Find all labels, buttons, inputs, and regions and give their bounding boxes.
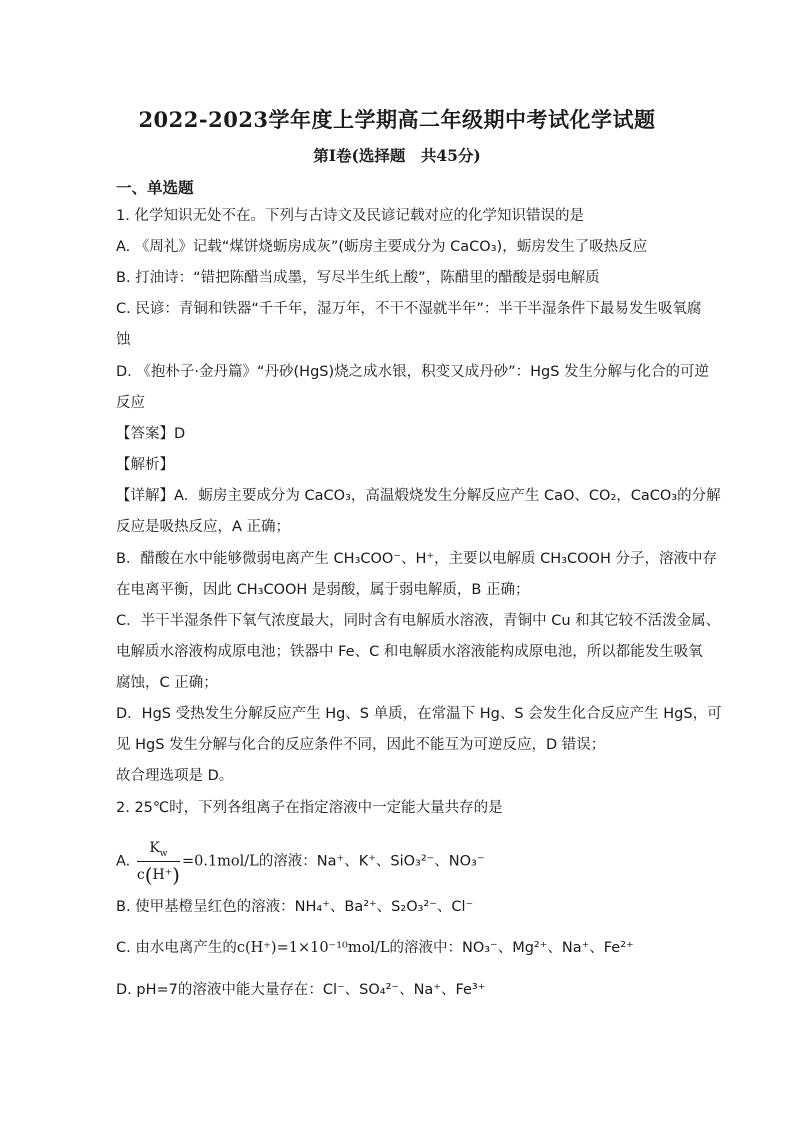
q2-option-c: [116, 938, 634, 958]
q1-detail-line1: 【详解】A．蛎房主要成分为 CaCO₃，高温煅烧发生分解反应产生 CaO、CO₂，CaCO₃的分解: [116, 488, 721, 504]
q1-analysis-label: 【解析】: [116, 457, 174, 473]
q2-option-a-label: A.: [116, 853, 131, 870]
q2-option-c-prefix: C. 由水电离产生的: [116, 940, 237, 956]
q2-stem: 2. 25℃时，下列各组离子在指定溶液中一定能大量共存的是: [116, 800, 503, 816]
q1-option-c-line1: C. 民谚：青铜和铁器“千千年，湿万年，不干不湿就半年”：半干半湿条件下最易发生吸氧腐: [116, 301, 702, 317]
q1-detail-line5: C．半干半湿条件下氧气浓度最大，同时含有电解质水溶液，青铜中 Cu 和其它较不活泼金属、: [116, 613, 721, 629]
q1-option-d-line2: 反应: [116, 395, 145, 411]
q1-detail-line3: B．醋酸在水中能够微弱电离产生 CH₃COO⁻、H⁺，主要以电解质 CH₃COOH 分子，溶液中存: [116, 551, 717, 567]
q2-option-c-formula: c(H⁺)=1×10⁻¹⁰mol/L: [236, 940, 390, 956]
q1-option-a: A. 《周礼》记载“煤饼烧蛎房成灰”(蛎房主要成分为 CaCO₃)，蛎房发生了吸热反应: [116, 239, 648, 255]
q2-option-d: D. pH=7的溶液中能大量存在：Cl⁻、SO₄²⁻、Na⁺、Fe³⁺: [116, 982, 486, 998]
q1-option-b: B. 打油诗：“错把陈醋当成墨，写尽半生纸上酸”，陈醋里的醋酸是弱电解质: [116, 270, 600, 286]
q2-option-a: [116, 836, 485, 887]
q1-option-c-line2: 蚀: [116, 332, 131, 348]
q2-option-a-value: =0.1mol/L: [181, 853, 259, 870]
exam-title: 2022-2023学年度上学期高二年级期中考试化学试题: [138, 107, 656, 132]
q1-detail-line10: 故合理选项是 D。: [116, 768, 234, 784]
q1-detail-line6: 电解质水溶液构成原电池；铁器中 Fe、C 和电解质水溶液能构成原电池，所以都能发生吸氧: [116, 644, 703, 660]
fraction-denominator: c(H⁺): [136, 863, 180, 887]
q1-stem: 1. 化学知识无处不在。下列与古诗文及民谚记载对应的化学知识错误的是: [116, 208, 584, 224]
q2-option-c-rest: 的溶液中：NO₃⁻、Mg²⁺、Na⁺、Fe²⁺: [389, 940, 634, 956]
q1-detail-line2: 反应是吸热反应，A 正确；: [116, 519, 291, 535]
q2-option-a-rest: 的溶液：Na⁺、K⁺、SiO₃²⁻、NO₃⁻: [258, 853, 485, 870]
q1-detail-line8: D．HgS 受热发生分解反应产生 Hg、S 单质，在常温下 Hg、S 会发生化合反应产生 HgS，可: [116, 706, 722, 722]
q1-detail-line9: 见 HgS 发生分解与化合的反应条件不同，因此不能互为可逆反应，D 错误；: [116, 737, 606, 753]
fraction-numerator: $K_w$: [137, 836, 180, 862]
q2-option-b: B. 使甲基橙呈红色的溶液：NH₄⁺、Ba²⁺、S₂O₃²⁻、Cl⁻: [116, 899, 474, 915]
q1-option-d-line1: D. 《抱朴子·金丹篇》“丹砂(HgS)烧之成水银，积变又成丹砂”：HgS 发生分解与化合的可逆: [116, 364, 710, 380]
exam-subtitle: 第Ⅰ卷(选择题 共45分): [313, 146, 481, 165]
section-heading: 一、单选题: [116, 178, 194, 197]
q1-detail-line7: 腐蚀，C 正确；: [116, 675, 218, 691]
q1-detail-line4: 在电离平衡，因此 CH₃COOH 是弱酸，属于弱电解质，B 正确；: [116, 582, 530, 598]
q2-option-a-fraction: [137, 836, 180, 887]
q1-answer: 【答案】D: [116, 426, 186, 442]
